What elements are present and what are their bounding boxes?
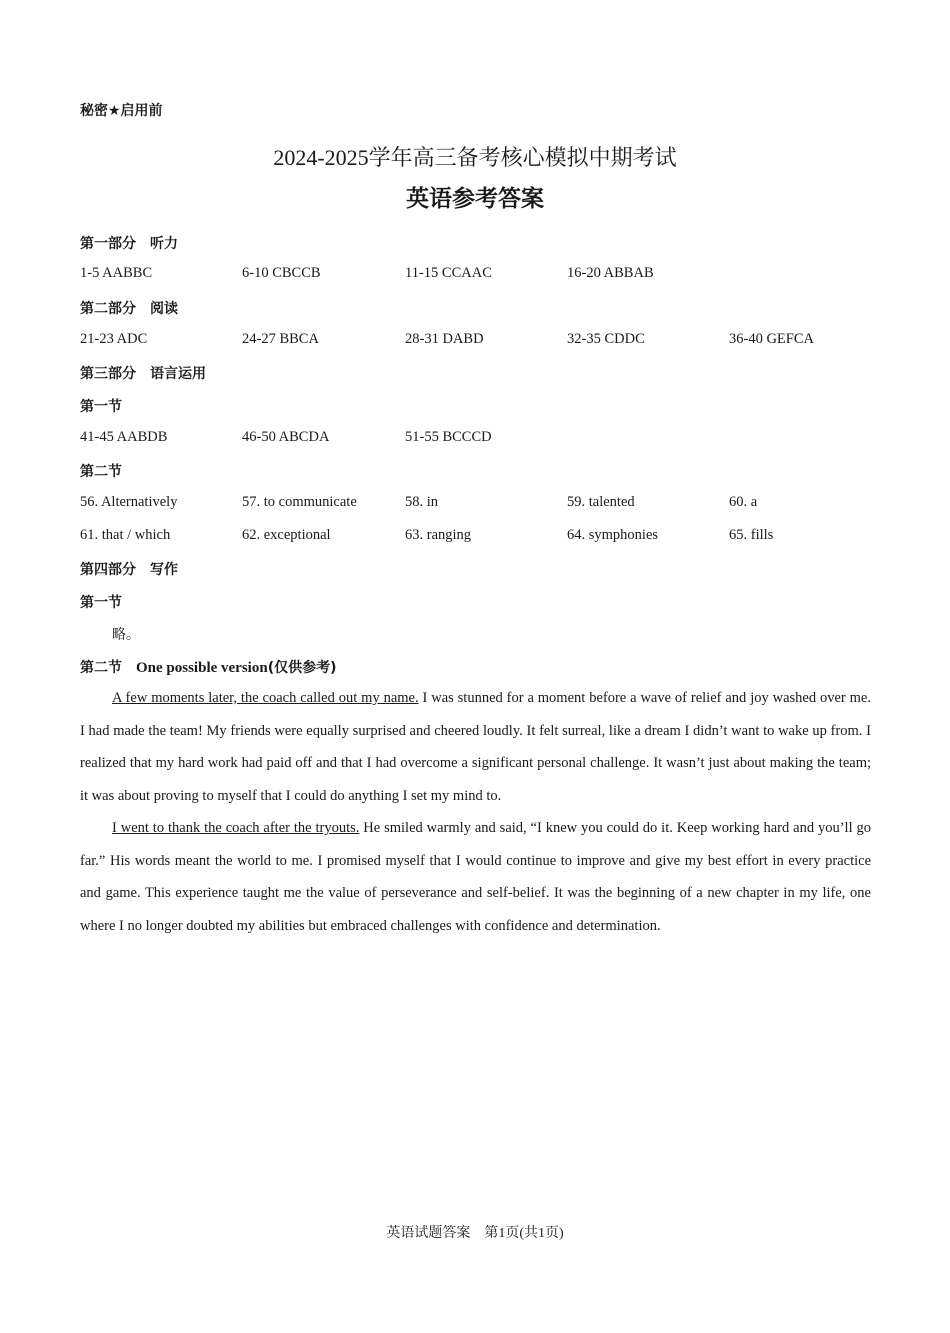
answer-group: 1-5 AABBC [80, 265, 153, 281]
answer-group: 51-55 BCCCD [405, 429, 492, 445]
exam-title: 2024-2025学年高三备考核心模拟中期考试 [273, 145, 677, 170]
paragraph-body: He smiled warmly and said, “I knew you could do it. Keep working hard and you’ll go far.” His words meant the world to me. I promised myself that I would continue to improve and give my best effort in every practice and game. This experience taught me the value of perseverance and self-belief. It was the beginning of a new chapter in my life, one where I no longer doubted my abilities but embraced challenges with confidence and determination. [80, 820, 871, 934]
paragraph-lead-sentence: I went to thank the coach after the tryouts. [112, 820, 360, 836]
answer-item: 58. in [405, 494, 439, 510]
part3-section1-heading: 第一节 [80, 399, 122, 415]
answer-group: 46-50 ABCDA [242, 429, 330, 445]
answer-item: 61. that / which [80, 527, 171, 543]
answer-group: 28-31 DABD [405, 331, 484, 347]
sample-paragraph-1 [80, 682, 871, 812]
answer-group: 21-23 ADC [80, 331, 148, 347]
answer-item: 60. a [729, 494, 758, 510]
version-label: One possible version [136, 660, 268, 676]
paragraph-body: I was stunned for a moment before a wave of relief and joy washed over me. I had made the team! My friends were equally surprised and cheered loudly. It felt surreal, like a dream I didn’t want to wake up from. I realized that my hard work had paid off and that I had overcome a significant personal challenge. It wasn’t just about making the team; it was about proving to myself that I could do anything I set my mind to. [80, 690, 871, 804]
answer-item: 64. symphonies [567, 527, 659, 543]
part1-heading: 第一部分 听力 [80, 236, 178, 252]
answer-item: 65. fills [729, 527, 774, 543]
reference-note: (仅供参考) [267, 660, 337, 676]
part3-section1-answers [80, 429, 880, 451]
part3-section2-heading: 第二节 [80, 464, 122, 480]
answer-group: 41-45 AABDB [80, 429, 168, 445]
part1-answers [80, 265, 880, 287]
part4-section1-content: 略。 [112, 627, 140, 643]
part3-section2-row2 [80, 527, 880, 549]
answer-item: 57. to communicate [242, 494, 357, 510]
answer-item: 62. exceptional [242, 527, 331, 543]
part3-section2-row1 [80, 494, 880, 516]
part4-heading: 第四部分 写作 [80, 562, 178, 578]
sample-paragraph-2 [80, 812, 871, 942]
answer-group: 16-20 ABBAB [567, 265, 654, 281]
answer-key-title: 英语参考答案 [406, 186, 544, 212]
paragraph-lead-sentence: A few moments later, the coach called out my name. [112, 690, 419, 706]
part3-heading: 第三部分 语言运用 [80, 366, 206, 382]
answer-item: 63. ranging [405, 527, 472, 543]
part4-section2-heading [80, 657, 336, 677]
answer-item: 56. Alternatively [80, 494, 178, 510]
answer-group: 11-15 CCAAC [405, 265, 492, 281]
part2-answers [80, 331, 880, 353]
section-label: 第二节 [80, 660, 122, 676]
answer-group: 6-10 CBCCB [242, 265, 321, 281]
part2-heading: 第二部分 阅读 [80, 301, 178, 317]
page-footer: 英语试题答案 第1页(共1页) [386, 1226, 564, 1241]
answer-group: 24-27 BBCA [242, 331, 319, 347]
confidential-label: 秘密★启用前 [80, 103, 163, 119]
answer-group: 32-35 CDDC [567, 331, 645, 347]
part4-section1-heading: 第一节 [80, 595, 122, 611]
answer-group: 36-40 GEFCA [729, 331, 814, 347]
answer-item: 59. talented [567, 494, 635, 510]
